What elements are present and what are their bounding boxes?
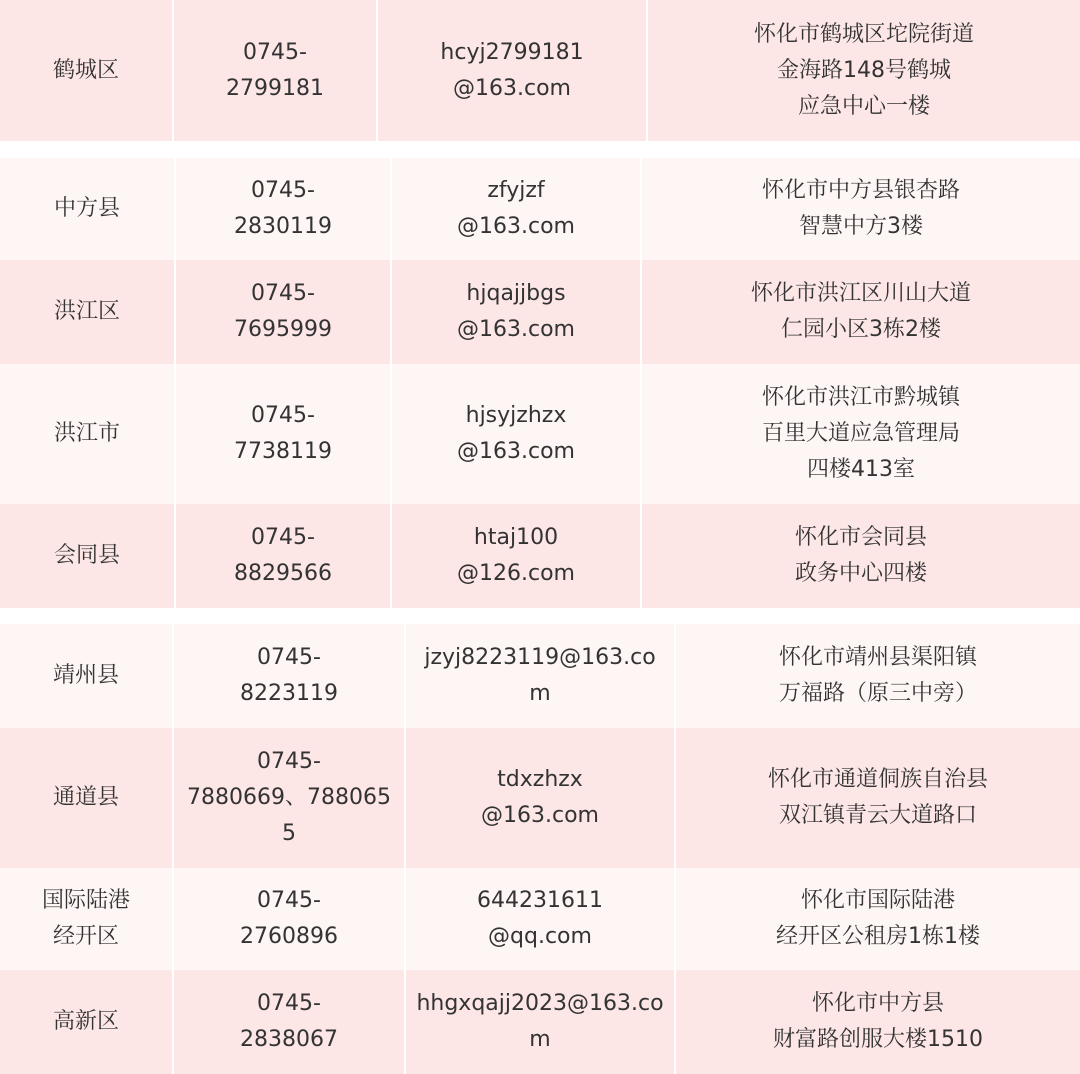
address-cell: 怀化市鹤城区坨院街道 金海路148号鹤城 应急中心一楼 — [646, 0, 1080, 141]
phone-cell: 0745- 2799181 — [172, 0, 376, 141]
address-cell: 怀化市会同县 政务中心四楼 — [640, 504, 1080, 608]
table-row — [0, 868, 1080, 970]
address-cell: 怀化市洪江市黔城镇 百里大道应急管理局 四楼413室 — [640, 364, 1080, 504]
phone-cell: 0745- 7738119 — [174, 364, 390, 504]
district-cell: 鹤城区 — [52, 57, 119, 83]
email-cell: hcyj2799181 @163.com — [376, 0, 646, 141]
phone-cell: 0745- 8829566 — [174, 504, 390, 608]
email-cell: 644231611 @qq.com — [404, 868, 674, 970]
table-row — [0, 158, 1080, 260]
phone-cell: 0745- 7695999 — [174, 260, 390, 364]
district-cell: 中方县 — [53, 196, 120, 221]
phone-cell: 0745- 8223119 — [172, 624, 404, 728]
email-cell: hjsyjzhzx @163.com — [390, 364, 640, 504]
district-cell: 靖州县 — [52, 663, 119, 688]
district-cell: 国际陆港 经开区 — [41, 888, 130, 949]
phone-cell: 0745- 7880669、788065 5 — [172, 728, 404, 868]
district-cell: 高新区 — [52, 1009, 119, 1034]
phone-cell: 0745- 2830119 — [174, 158, 390, 260]
address-cell: 怀化市中方县银杏路 智慧中方3楼 — [640, 158, 1080, 260]
address-cell: 怀化市洪江区川山大道 仁园小区3栋2楼 — [640, 260, 1080, 364]
address-cell: 怀化市通道侗族自治县 双江镇青云大道路口 — [674, 728, 1080, 868]
district-cell: 洪江市 — [53, 421, 120, 446]
district-cell: 通道县 — [52, 785, 119, 810]
address-cell: 怀化市靖州县渠阳镇 万福路（原三中旁） — [674, 624, 1080, 728]
email-cell: hhgxqajj2023@163.co m — [404, 970, 674, 1074]
email-cell: htaj100 @126.com — [390, 504, 640, 608]
email-cell: zfyjzf @163.com — [390, 158, 640, 260]
district-cell: 洪江区 — [53, 299, 120, 324]
table-row — [0, 504, 1080, 608]
address-cell: 怀化市中方县 财富路创服大楼1510 — [674, 970, 1080, 1074]
table-row — [0, 260, 1080, 364]
address-cell: 怀化市国际陆港 经开区公租房1栋1楼 — [674, 868, 1080, 970]
table-row — [0, 624, 1080, 728]
district-cell: 会同县 — [53, 543, 120, 568]
table-row — [0, 970, 1080, 1074]
email-cell: hjqajjbgs @163.com — [390, 260, 640, 364]
table-row — [0, 0, 1080, 141]
email-cell: tdxzhzx @163.com — [404, 728, 674, 868]
table-row — [0, 364, 1080, 504]
email-cell: jzyj8223119@163.co m — [404, 624, 674, 728]
phone-cell: 0745- 2838067 — [172, 970, 404, 1074]
table-row — [0, 728, 1080, 868]
phone-cell: 0745- 2760896 — [172, 868, 404, 970]
